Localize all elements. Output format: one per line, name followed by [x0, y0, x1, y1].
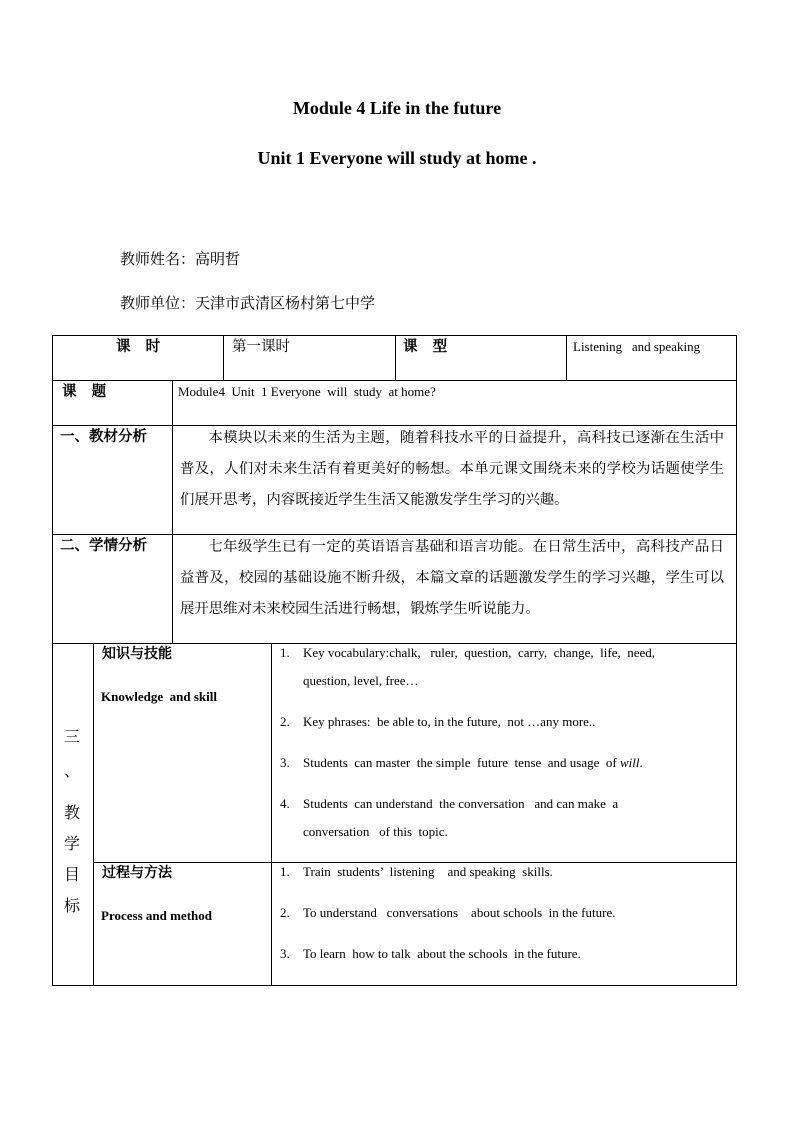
period-value: 第一课时	[232, 339, 290, 355]
table-border	[223, 335, 224, 380]
student-analysis-label: 二、学情分析	[60, 538, 147, 554]
student-analysis-text: 七年级学生已有一定的英语语言基础和语言功能。在日常生活中，高科技产品日益普及，校园的基础设施不断升级，本篇文章的话题激发学生的学习兴趣，学生可以展开思维对未来校园生活进行畅想，锻炼学生听说能力。	[180, 539, 724, 617]
table-border	[52, 335, 53, 986]
material-analysis-text: 本模块以未来的生活为主题，随着科技水平的日益提升，高科技已逐渐在生活中普及，人们对未来生活有着更美好的畅想。本单元课文围绕未来的学校为话题使学生们展开思考，内容既接近学生生活又能激发学生学习的兴趣。	[180, 430, 724, 508]
list-item: 2. To understand conversations about schools in the future.	[280, 905, 616, 920]
objective-label-char: 标	[63, 896, 80, 915]
list-item: 1. Train students’ listening and speaking skills.	[280, 864, 553, 879]
period-label: 课 时	[116, 339, 161, 355]
list-item: 3. Students can master the simple future tense and usage of will.	[280, 755, 643, 770]
teacher-name: 教师姓名：高明哲	[120, 250, 241, 268]
unit-title: Unit 1 Everyone will study at home .	[257, 148, 537, 168]
material-analysis-label: 一、教材分析	[60, 429, 147, 445]
module-title: Module 4 Life in the future	[292, 98, 502, 118]
objective-label-char: 教	[63, 803, 80, 822]
topic-value: Module4 Unit 1 Everyone will study at home?	[178, 384, 436, 399]
lesson-type-label: 课 型	[403, 339, 448, 355]
process-list	[272, 858, 722, 968]
table-border	[172, 380, 173, 643]
objective-label-char: 三	[63, 727, 80, 746]
table-border	[52, 380, 737, 381]
list-item: 3. To learn how to talk about the schools in the future.	[280, 946, 581, 961]
lesson-type-value: Listening and speaking	[573, 339, 701, 354]
objective-label-char: 学	[63, 834, 80, 853]
objective-label-char: 目	[63, 865, 80, 884]
list-item: 4. Students can understand the conversation and can make a conversation of this topic.	[280, 796, 619, 839]
teacher-unit: 教师单位：天津市武清区杨村第七中学	[120, 294, 376, 312]
knowledge-label-en: Knowledge and skill	[101, 689, 217, 704]
knowledge-label-cn: 知识与技能	[102, 646, 172, 662]
process-label-cn: 过程与方法	[102, 865, 172, 881]
table-border	[93, 643, 94, 985]
objective-label-char: 、	[63, 761, 80, 780]
knowledge-list	[272, 639, 722, 846]
list-item: 1. Key vocabulary:chalk, ruler, question, carry, change, life, need, question, level, free…	[280, 645, 656, 688]
process-label-en: Process and method	[101, 908, 212, 923]
table-border	[566, 335, 567, 380]
table-border	[395, 335, 396, 380]
table-border	[736, 335, 737, 986]
table-border	[52, 985, 737, 986]
list-item: 2. Key phrases: be able to, in the future, not …any more..	[280, 714, 596, 729]
topic-label: 课 题	[62, 384, 107, 400]
